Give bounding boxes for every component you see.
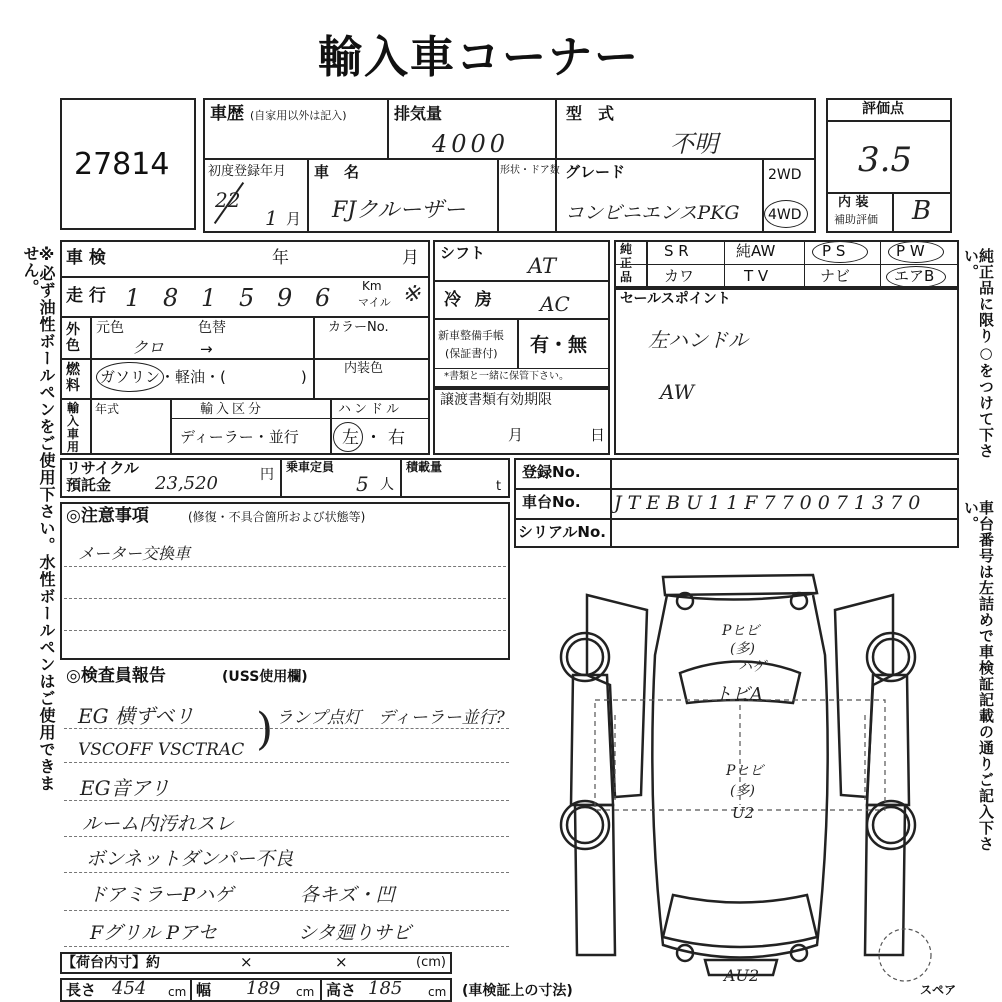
report-line-7: Fグリル Pアセ — [90, 922, 217, 944]
inspector-report-label: ◎検査員報告 — [66, 666, 166, 686]
first-reg-year: 22 — [215, 188, 241, 212]
original-color-label: 元色 — [96, 320, 124, 336]
mileage-digit: 6 — [315, 284, 331, 312]
service-book-label: 新車整備手帳 — [438, 329, 504, 342]
service-book-note: *書類と一緒に保管下さい。 — [444, 371, 569, 382]
capacity-value: 5 — [356, 472, 369, 496]
shape-door-label: 形状・ドア数 — [500, 165, 560, 176]
grade-label: グレード — [565, 163, 626, 181]
serial-no-label: シリアルNo. — [518, 523, 606, 541]
width-value: 189 — [246, 978, 281, 999]
history-label: 車歴 — [210, 104, 244, 124]
sales-note-aw: AW — [660, 380, 695, 404]
diagram-roof-note-3: U2 — [732, 804, 755, 822]
fuel-label: 燃料 — [66, 362, 80, 394]
report-line-4: ルーム内汚れスレ — [82, 813, 235, 835]
right-vertical-note-bottom: 車台番号は左詰めで車検証記載の通りご記入下さい。 — [962, 500, 995, 852]
inspection-label: 車 検 — [66, 248, 106, 268]
length-value: 454 — [112, 978, 147, 999]
left-vertical-note: ※必ず油性ボールペンをご使用下さい。水性ボールペンはご使用できません。 — [21, 245, 56, 792]
car-name-value: FJクルーザー — [332, 198, 466, 223]
equip-airbag-circle — [886, 266, 946, 288]
equip-pw-circle — [888, 241, 944, 263]
equipment-header: 純正品 — [620, 242, 633, 284]
diagram-rear-note-3: ハゲ — [738, 659, 766, 675]
equip-sr: S R — [664, 242, 689, 260]
report-line-6: ドアミラーPハゲ — [88, 884, 234, 906]
interior-label: 内 装 — [838, 195, 869, 210]
mileage-digit: 1 — [201, 284, 217, 312]
report-right-line-2: 各キズ・凹 — [300, 884, 395, 906]
aux-score-label: 補助評価 — [834, 213, 878, 226]
mileage-digits — [125, 280, 355, 314]
bed-dims-unit: (cm) — [416, 955, 446, 970]
displacement-label: 排気量 — [394, 104, 443, 123]
notes-label: ◎注意事項 — [66, 506, 149, 526]
mile-label: マイル — [358, 296, 391, 309]
history-note: (自家用以外は記入) — [250, 109, 347, 122]
sales-points-label: セールスポイント — [620, 291, 731, 307]
report-bracket: ) — [256, 704, 274, 755]
2wd-label: 2WD — [768, 167, 802, 183]
grade-value: コンビニエンスPKG — [565, 202, 740, 224]
sheet-title: 輸入車コーナー — [318, 32, 640, 83]
lot-number: 27814 — [74, 147, 170, 182]
equip-navi: ナビ — [820, 267, 851, 285]
load-unit: t — [496, 479, 502, 494]
model-type-value: 不明 — [670, 130, 718, 158]
service-book-sub: (保証書付) — [445, 347, 498, 360]
shift-block — [433, 240, 610, 388]
equip-airbag: エアB — [894, 267, 935, 285]
length-label: 長さ — [66, 981, 97, 999]
width-unit: cm — [296, 985, 315, 999]
capacity-unit: 人 — [380, 477, 394, 493]
car-name-label: 車 名 — [314, 163, 360, 181]
mileage-digit: 5 — [239, 284, 255, 312]
report-line-5: ボンネットダンパー不良 — [86, 848, 294, 870]
height-label: 高さ — [326, 981, 357, 999]
exterior-color-label: 外色 — [66, 322, 80, 354]
transfer-doc-label: 譲渡書類有効期限 — [440, 392, 552, 408]
recycle-fee-label: 預託金 — [66, 476, 112, 494]
load-label: 積載量 — [406, 460, 443, 474]
lot-number-box — [60, 98, 196, 230]
import-type-label: 輸入区分 — [200, 402, 265, 417]
color-change-label: 色替 — [198, 320, 226, 336]
equip-tv: T V — [744, 267, 769, 285]
dims-note: (車検証上の寸法) — [462, 983, 573, 999]
mileage-digit: 9 — [277, 284, 293, 312]
equip-aw: 純AW — [736, 242, 776, 260]
height-unit: cm — [428, 985, 447, 999]
report-line-3: EG音アリ — [80, 776, 170, 800]
fuel-gasoline-circle — [96, 362, 164, 392]
report-right-line-1: ランプ点灯 ディーラー並行? — [276, 708, 505, 728]
interior-color-label: 内装色 — [344, 361, 384, 376]
import-car-label: 輸入車用 — [67, 401, 80, 454]
diagram-rear-note-2: (多) — [730, 641, 755, 657]
handle-left-circle — [333, 422, 363, 452]
inspection-month-label: 月 — [402, 248, 419, 268]
mileage-digit: 1 — [125, 284, 141, 312]
spare-label: スペア — [920, 983, 957, 997]
bed-dims-cross-1: × — [240, 953, 253, 971]
shift-value: AT — [528, 254, 557, 278]
diagram-rear-note-1: Pヒビ — [722, 623, 760, 639]
fuel-options: ガソリン・軽油・( ) — [100, 368, 307, 386]
length-unit: cm — [168, 985, 187, 999]
4wd-circle — [764, 200, 808, 228]
recycle-yen-label: 円 — [260, 467, 274, 483]
diagram-roof-note-2: (多) — [730, 783, 755, 799]
transfer-doc-day-label: 日 — [590, 426, 606, 444]
transfer-doc-month: 月 — [508, 426, 524, 444]
mileage-digit: 8 — [163, 284, 179, 312]
diagram-glass-note: トビA — [714, 684, 763, 705]
notes-line-1: メーター交換車 — [78, 544, 191, 563]
chassis-no-label: 車台No. — [522, 493, 581, 511]
diagram-roof-note-1: Pヒビ — [726, 763, 764, 779]
first-reg-month: 1 — [265, 206, 278, 230]
import-type-value: ディーラー・並行 — [180, 428, 299, 446]
recycle-fee-value: 23,520 — [155, 473, 218, 494]
diagram-bottom-note: AU2 — [724, 966, 760, 985]
sales-note-left-handle: 左ハンドル — [648, 328, 748, 352]
score-value: 3.5 — [858, 140, 913, 180]
right-vertical-note-top: 純正品に限り○をつけて下さい。 — [962, 248, 995, 459]
width-label: 幅 — [196, 981, 212, 999]
reg-no-label: 登録No. — [522, 463, 581, 481]
handle-value: 左・右 — [342, 428, 411, 448]
first-reg-month-label: 月 — [286, 210, 302, 228]
inspection-year-label: 年 — [272, 248, 289, 268]
inspector-report-sub: (USS使用欄) — [222, 669, 308, 685]
color-arrow: → — [200, 340, 213, 358]
score-label: 評価点 — [862, 101, 904, 117]
sales-points-block — [614, 288, 959, 455]
report-line-2: VSCOFF VSCTRAC — [78, 740, 245, 760]
chassis-no-value: JTEBU11F770071370 — [614, 492, 927, 514]
4wd-label: 4WD — [768, 207, 802, 223]
aircon-value: AC — [540, 292, 570, 316]
aircon-label: 冷 房 — [444, 290, 496, 310]
service-book-value: 有・無 — [530, 334, 588, 356]
height-value: 185 — [368, 978, 403, 999]
shift-label: シフト — [440, 244, 486, 262]
notes-sub: (修復・不具合箇所および状態等) — [188, 510, 366, 524]
km-label: Km — [362, 279, 382, 293]
bed-dims-cross-2: × — [335, 953, 348, 971]
equip-ps-circle — [812, 241, 868, 263]
equip-leather: カワ — [664, 267, 695, 285]
equip-pw: P W — [896, 242, 925, 260]
report-right-line-3: シタ廻りサビ — [298, 922, 412, 944]
recycle-label: リサイクル — [66, 459, 139, 477]
bed-dims-label: 【荷台内寸】約 — [62, 955, 160, 971]
report-line-1: EG 横ずベリ — [78, 704, 195, 728]
capacity-label: 乗車定員 — [286, 460, 335, 474]
color-no-label: カラーNo. — [328, 320, 389, 335]
interior-score-value: B — [912, 196, 932, 226]
model-type-label: 型 式 — [566, 104, 615, 123]
displacement-value: 4000 — [432, 130, 510, 158]
model-year-label: 年式 — [95, 402, 120, 416]
mileage-unit-mark: ※ — [402, 282, 421, 307]
handle-label: ハンドル — [338, 402, 403, 417]
equip-ps: P S — [822, 242, 846, 260]
first-reg-label: 初度登録年月 — [208, 164, 287, 179]
spec-block — [60, 240, 430, 455]
original-color-value: クロ — [132, 338, 165, 357]
mileage-label: 走 行 — [66, 286, 106, 306]
